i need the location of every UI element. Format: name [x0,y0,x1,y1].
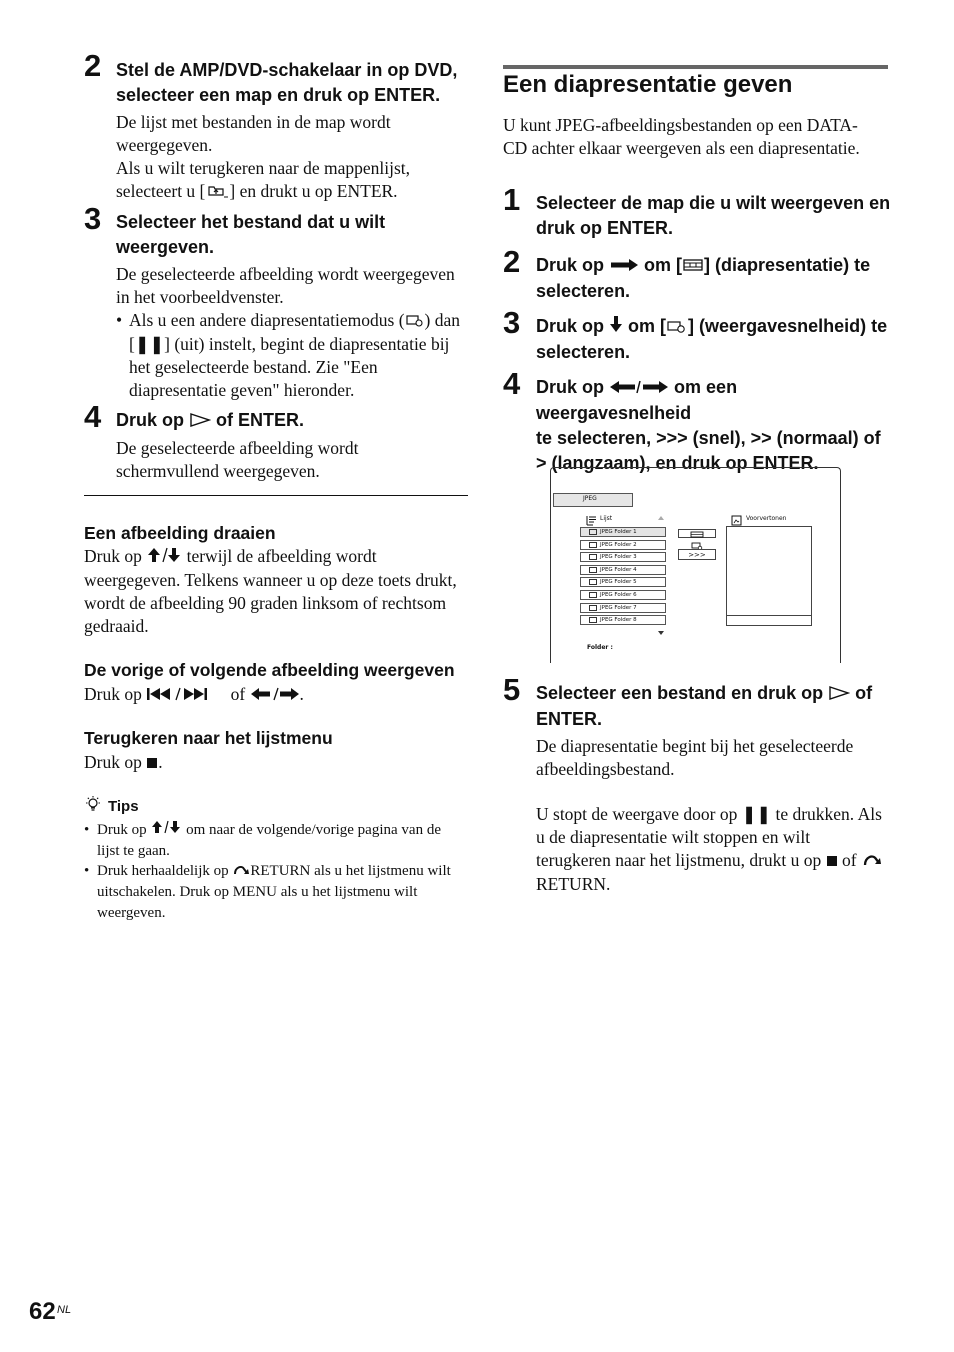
r-step-5-text1: De diapresentatie begint bij het geselecteerde afbeeldingsbestand. [536,735,854,779]
r-step-5-line2: ENTER. [536,708,603,729]
r-step-5-number: 5 [503,672,521,707]
folder-row[interactable] [580,590,666,600]
step-3-number: 3 [84,201,102,236]
step-4-number: 4 [84,399,102,434]
step-2-text2-b: ] en drukt u op ENTER. [229,181,398,201]
pause-icon-2: ❚❚ [741,803,772,824]
folder-name: JPEG Folder 6 [600,592,637,598]
step-3-bullet-b: ) dan [ [129,310,461,355]
prevnext-text [84,683,468,707]
page-number: 62 [29,1298,56,1325]
prevnext-text-c: . [299,684,304,704]
scroll-down-icon[interactable] [658,631,664,635]
stop-icon-2 [826,850,838,873]
step-3 [116,210,468,402]
r-step-2-line1 [536,253,896,279]
rotate-text [84,545,468,638]
step-2 [116,58,468,205]
r-step-3-number: 3 [503,305,521,340]
step-2-text1: De lijst met bestanden in de map wordt weergegeven. [116,112,391,155]
folder-name: JPEG Folder 3 [600,554,637,561]
tip-1: • Druk op om naar de volgende/vorige pagina van de lijst te gaan. [84,822,441,859]
right-arrow-icon [609,254,639,279]
step-2-text2-a: Als u wilt terugkeren naar de mappenlijst, selecteert u [ [116,158,411,201]
r-step-5-line1 [536,681,896,707]
slideshow-mode-icon [405,310,425,333]
back-text [84,751,468,775]
r-step-3-a: Druk op [536,316,605,336]
r-step-1-number: 1 [503,182,521,217]
play-icon [189,409,211,434]
folder-row[interactable] [580,540,666,550]
folder-row[interactable] [580,565,666,575]
step-3-heading-line2: weergeven. [116,237,215,257]
list-label: Lijst [600,515,613,522]
r-step-5 [536,681,896,896]
r-step-4-number: 4 [503,366,521,401]
r-step-5-text2 [536,803,888,896]
scroll-up-icon[interactable] [658,516,664,520]
section-divider [84,495,468,496]
rotate-text-b: terwijl de afbeelding wordt weergegeven. Telkens wanneer u op deze toets drukt, wordt de afbeelding 90 graden linksom of rechtsom gedraaid. [84,546,457,637]
folder-icon [589,529,597,535]
prevnext-title: De vorige of volgende afbeelding weergeven [84,660,455,680]
prevnext-text-b: of [230,684,246,704]
down-arrow-icon [609,315,623,340]
back-text-b: . [158,752,163,772]
r-step-4-line3: > (langzaam), en druk op ENTER. [536,452,819,473]
left-right-arrow-icon [250,684,300,707]
folder-label: Folder : [587,644,613,651]
section-title: Een diapresentatie geven [503,71,793,98]
r-step-4-a: Druk op [536,377,605,397]
r-step-2-a: Druk op [536,255,605,275]
intro-text: U kunt JPEG-afbeeldingsbestanden op een DATA-CD achter elkaar weergeven als een diapresentatie. [503,115,860,158]
play-outline-icon [828,682,850,707]
preview-pane-divider [726,615,812,616]
preview-pane [726,526,812,626]
r-step-2 [536,253,896,304]
tips-section [84,795,468,923]
tip-1-a: Druk op [97,822,147,838]
tips-header [84,795,468,818]
back-text-a: Druk op [84,752,142,772]
rotate-title: Een afbeelding draaien [84,523,276,543]
parent-folder-icon [205,181,229,205]
r-step-3-b: om [ [628,316,667,336]
r-step-1-line1: Selecteer de map die u wilt weergeven en [536,193,891,213]
folder-icon [589,617,597,623]
r-step-4 [536,375,896,476]
r-step-5-a: Selecteer een bestand en druk op [536,683,824,703]
step-2-heading-line2: selecteer een map en druk op ENTER. [116,85,441,105]
folder-name: JPEG Folder 4 [600,566,637,573]
step-2-heading-line1: Stel de AMP/DVD-schakelaar in op DVD, [116,60,458,80]
folder-row[interactable] [580,603,666,613]
step-3-heading-line1: Selecteer het bestand dat u wilt [116,212,386,232]
step-2-text2 [116,157,456,205]
r-step-5-text2-d: RETURN. [536,874,611,895]
step-3-text1: De geselecteerde afbeelding wordt weergegeven in het voorbeeldvenster. [116,264,455,307]
prevnext-text-a: Druk op [84,684,142,704]
step-3-bullet-a: Als u een andere diapresentatiemodus ( [129,310,405,330]
up-down-arrow-icon [146,546,182,569]
tip-1-b: om naar de volgende/vorige pagina van de lijst te gaan. [97,822,441,859]
left-right-arrow-bold-icon [609,376,669,401]
folder-name: JPEG Folder 1 [600,529,637,535]
jpeg-tab-label: JPEG [583,495,597,502]
step-3-bullet-c: ] (uit) instelt, begint de diapresentatie bij het geselecteerde bestand. Zie "Een diapresentatie geven" hieronder. [129,334,450,401]
back-title: Terugkeren naar het lijstmenu [84,728,333,748]
r-step-3-line1 [536,314,896,340]
folder-row[interactable] [580,615,666,625]
up-down-arrow-small-icon [150,820,182,841]
rotate-text-a: Druk op [84,546,142,566]
speed-value: >>> [688,550,706,559]
step-3-bullet: • Als u een andere diapresentatiemodus ( ) dan [❚❚] (uit) instelt, begint de diapresentatie bij het geselecteerde bestand. Zie "Een diapresentatie geven" hieronder. [116,310,461,401]
step-4 [116,408,468,483]
step-4-heading [116,408,468,434]
folder-icon [589,542,597,548]
r-step-3-line2: selecteren. [536,341,631,362]
folder-name: JPEG Folder 2 [600,541,637,548]
tip-2: • Druk herhaaldelijk op RETURN als u het lijstmenu wilt uitschakelen. Druk op MENU als u het lijstmenu wilt weergeven. [84,863,451,921]
step-4-heading-a: Druk op [116,410,185,430]
slideshow-icon [682,254,704,279]
r-step-4-b: om een weergavesnelheid [536,377,738,423]
pause-icon: ❚❚ [134,334,165,355]
return-icon-2 [861,850,883,873]
tip-2-a: Druk herhaaldelijk op [97,863,229,880]
r-step-4-line2: te selecteren, >>> (snel), >> (normaal) of [536,427,881,448]
return-icon [232,862,250,883]
folder-name: JPEG Folder 7 [600,604,637,611]
r-step-5-text2-b: te drukken. Als u de diapresentatie wilt stoppen en wilt terugkeren naar het lijstmenu, drukt u op [536,803,882,870]
r-step-2-line2: selecteren. [536,280,631,301]
r-step-2-number: 2 [503,244,521,279]
playback-speed-icon [666,315,688,340]
rotate-section [84,521,468,638]
r-step-2-c: ] (diapresentatie) te [704,255,871,275]
folder-name: JPEG Folder 8 [600,617,637,624]
folder-row[interactable] [580,527,666,537]
folder-icon [589,567,597,573]
folder-icon [589,554,597,560]
page-locale: NL [57,1304,72,1316]
lightbulb-icon [84,795,102,818]
folder-name: JPEG Folder 5 [600,579,637,586]
r-step-2-b: om [ [644,255,683,275]
folder-row[interactable] [580,577,666,587]
step-4-text1: De geselecteerde afbeelding wordt schermvullend weergegeven. [116,437,359,481]
stop-icon [146,752,158,775]
folder-icon [589,592,597,598]
r-step-5-b: of [855,683,873,703]
r-step-3-c: ] (weergavesnelheid) te [688,316,888,336]
step-4-heading-b: of ENTER. [216,410,305,430]
step-2-number: 2 [84,48,102,83]
tip-2-b: RETURN als u het lijstmenu wilt uitschakelen. Druk op MENU als u het lijstmenu wilt weergeven. [97,863,451,921]
speed-option[interactable] [678,549,716,560]
prev-next-icon [146,684,226,707]
r-step-5-text2-c: of [842,849,857,870]
tips-title: Tips [108,798,139,815]
r-step-5-text2-a: U stopt de weergave door op [536,803,738,824]
r-step-1-line2: druk op ENTER. [536,218,674,238]
folder-icon [589,579,597,585]
r-step-1 [536,191,896,241]
folder-icon [589,605,597,611]
prevnext-section [84,658,468,707]
back-section [84,726,468,775]
r-step-3 [536,314,896,365]
folder-row[interactable] [580,552,666,562]
r-step-4-line1 [536,375,896,426]
preview-label: Voorvertonen [746,515,787,522]
